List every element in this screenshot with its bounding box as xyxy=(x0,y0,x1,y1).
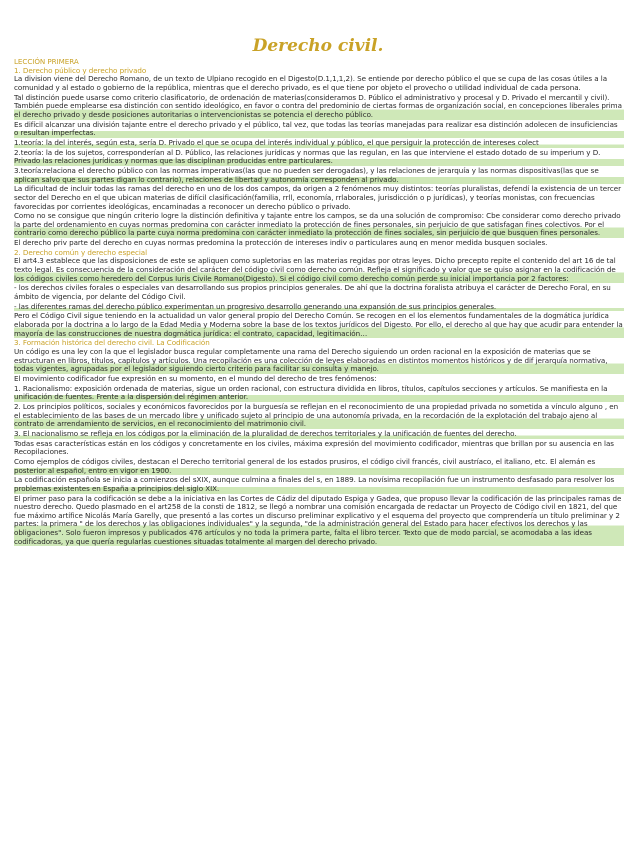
paragraph: Todas esas características están en los códigos y concretamente en los civiles, máxima expresión del movimiento codificador, mientras que brillan por su ausencia en las Recopilaciones. xyxy=(14,438,614,457)
paragraph: El primer paso para la codificación se debe a la iniciativa en las Cortes de Cádiz del diputado Espiga y Gadea, que propuso llevar la codificación de las principales ramas de nuestro derecho. Quedo plasmado en el art258 de la consti de 1812, se llegó a nombrar una comisión encargada de redactar un Proyecto de Código civil en 1821, del que fue máximo artífice Nicolás María Garelly, que presentó a las cortes un discurso preliminar explicativo y el esquema del proyecto que comprendería un título preliminar y 2 partes: la primera " de los derechos y las obligaciones individuales" y la segunda, "de la administración general del Estado para hacer efectivos los derechos y las obligaciones". Solo fueron impresos y publicados 476 artículos y no toda la primera parte, falta el libro tercer. Texto que de modo parcial, se acomodaba a las ideas codificadoras, ya que quería regularlas cuestiones situadas totalmente al margen del derecho privado. xyxy=(14,495,624,547)
lesson-heading: LECCIÓN PRIMERA xyxy=(14,57,79,66)
paragraph: Tal distinción puede usarse como criterio clasificatorio, de ordenación de materias(consideramos D. Público el administrativo y procesal y D. Privado el mercantil y civil). También puede emplearse esa distinción con sentido ideológico, en favor o contra del predominio de ciertas formas de organización social, en concepciones liberales prima el derecho privado y desde posiciones autoritarias o intervencionistas se potencia el derecho público. xyxy=(14,94,624,120)
paragraph: El derecho priv parte del derecho en cuyas normas predomina la protección de intereses indiv o particulares aunq en menor medida busquen sociales. xyxy=(14,238,548,248)
paragraph: 2.teoría: la de los sujetos, corresponderían al D. Público, las relaciones jurídicas y normas que las regulan, en las que interviene el estado dotado de su imperium y D. Privado las relaciones jurídicas y normas que las disciplinan producidas entre particulares. xyxy=(14,149,624,166)
document-title: Derecho civil. xyxy=(252,36,384,56)
document-body xyxy=(14,36,624,547)
section-common-special-law xyxy=(14,249,624,339)
section-heading: 3. Formación histórica del derecho civil. La Codificación xyxy=(14,338,210,348)
paragraph: La division viene del Derecho Romano, de un texto de Ulpiano recogido en el Digesto(D.1,1,1,2). Se entiende por derecho público el que se cupa de las cosas útiles a la comunidad y al estado o gobierno de la república, mientras que el derecho privado, es el que tiene por objeto el provecho o utilidad individual de cada persona. xyxy=(14,74,608,92)
paragraph: - los derechos civiles forales o especiales van desarrollando sus propios principios generales. De ahí que la doctrina foralista atribuya el carácter de Derecho Foral, en su ámbito de vigencia, por delante del Código Civil. xyxy=(14,283,611,302)
paragraph: El movimiento codificador fue expresión en su momento, en el mundo del derecho de tres fenómenos: xyxy=(14,373,377,383)
paragraph: Como no se consigue que ningún criterio logre la distinción definitiva y tajante entre los campos, se da una solución de compromiso: Cbe considerar como derecho privado la parte del ordenamiento en cuyas normas predomina con carácter inmediato la protección de fines personales, sin perjuicio de que satisfagan fines colectivos. Por el contrario como derecho público la parte cuya norma predomina con carácter inmediato la protección de fines sociales, sin perjuicio de que busquen fines personales. xyxy=(14,212,624,238)
paragraph: 1.teoría: la del interés, según esta, sería D. Privado el que se ocupa del interés individual y público, el que persiguir la protección de intereses colect xyxy=(14,139,624,148)
paragraph: - las diferentes ramas del derecho público experimentan un progresivo desarrollo generando una expansión de sus principios generales. xyxy=(14,303,624,312)
paragraph: El art4.3 establece que las disposiciones de este se apliquen como supletorias en las materias regidas por otras leyes. Dicho precepto repite el contenido del art 16 de tal texto legal. Es consecuencia de la consideración del carácter del código civil como derecho común. Refleja el significado y valor que se quiso asignar en la codificación de los códigos civiles como heredero del Corpus Iuris Civile Romano(Digesto). Si el código civil como derecho común perde su inicial importancia por 2 factores: xyxy=(14,257,624,283)
paragraph: Como ejemplos de códigos civiles, destacan el Derecho territorial general de los estados prusiros, el código civil francés, civil austríaco, el italiano, etc. El alemán es posterior al español, entro en vigor en 1900. xyxy=(14,458,624,475)
paragraph: Es difícil alcanzar una división tajante entre el derecho privado y el público, tal vez, que todas las teorías manejadas para realizar esa distinción adolecen de insuficiencias o resultan imperfectas. xyxy=(14,121,624,138)
paragraph: 1. Racionalismo: exposición ordenada de materias, sigue un orden racional, con estructura dividida en libros, títulos, capítulos secciones y artículos. Se manifiesta en la unificación de fuentes. Frente a la dispersión del régimen anterior. xyxy=(14,385,624,402)
section-codification xyxy=(14,339,624,546)
paragraph: 3.teoría:relaciona el derecho público con las normas imperativas(las que no pueden ser derogadas), y las relaciones de jerarquía y las normas dispositivas(las que se aplican salvo que sus partes digan lo contrario), relaciones de libertad y autonomía corresponden al privado. xyxy=(14,167,624,184)
paragraph: Pero el Código Civil sigue teniendo en la actualidad un valor general propio del Derecho Común. Se recogen en el los elementos fundamentales de la dogmática jurídica elaborada por la doctrina a lo largo de la Edad Media y Moderna sobre la base de los textos jurídicos del Digesto. Por ello, el derecho al que hay que acudir para entender la mayoría de las construcciones de nuestra dogmática jurídica: el contrato, capacidad, legitimación… xyxy=(14,311,623,338)
section-heading: 1. Derecho público y derecho privado xyxy=(14,65,147,75)
paragraph: Un código es una ley con la que el legislador busca regular completamente una rama del Derecho siguiendo un orden racional en la exposición de materias que se estructuran en libros, títulos, capítulos y artículos. Una recopilación es una colección de leyes elaboradas en distintos momentos históricos y de dif jerarquía normativa, todas vigentes, agrupadas por el legislador siguiendo cierto criterio para facilitar su consulta y manejo. xyxy=(14,348,624,374)
paragraph: 2. Los principios políticos, sociales y económicos favorecidos por la burguesía se reflejan en el reconocimiento de una propiedad privada no sometida a vínculo alguno , en el establecimiento de las bases de un mercado libre y unificado sujeto al principio de una autonomía privada, en la recordación de la explotación del trabajo ajeno al contrato de arrendamiento de servicios, en el reconocimiento del matrimonio civil. xyxy=(14,403,624,429)
section-public-private-law xyxy=(14,67,624,248)
paragraph: La dificultad de incluir todas las ramas del derecho en uno de los dos campos, da origen a 2 fenómenos muy distintos: teorías pluralistas, defendí la existencia de un tercer sector del Derecho en el que ubican materias de difícil clasificación(familia, rrll, economía, rrlaborales, jurisdicción o p jurídicas), y teorías monistas, con frecuencias favorecidas por corrientes ideológicas, encaminadas a reconocer un derecho público o privado. xyxy=(14,184,621,211)
section-heading: 2. Derecho común y derecho especial xyxy=(14,247,148,257)
paragraph: La codificación española se inicia a comienzos del sXIX, aunque culmina a finales del s, en 1889. La novísima recopilación fue un instrumento desfasado para resolver los problemas existentes en España a principios del siglo XIX. xyxy=(14,476,624,493)
paragraph: 3. El nacionalismo se refleja en los códigos por la eliminación de la pluralidad de derechos territoriales y la unificación de fuentes del derecho. xyxy=(14,430,624,439)
